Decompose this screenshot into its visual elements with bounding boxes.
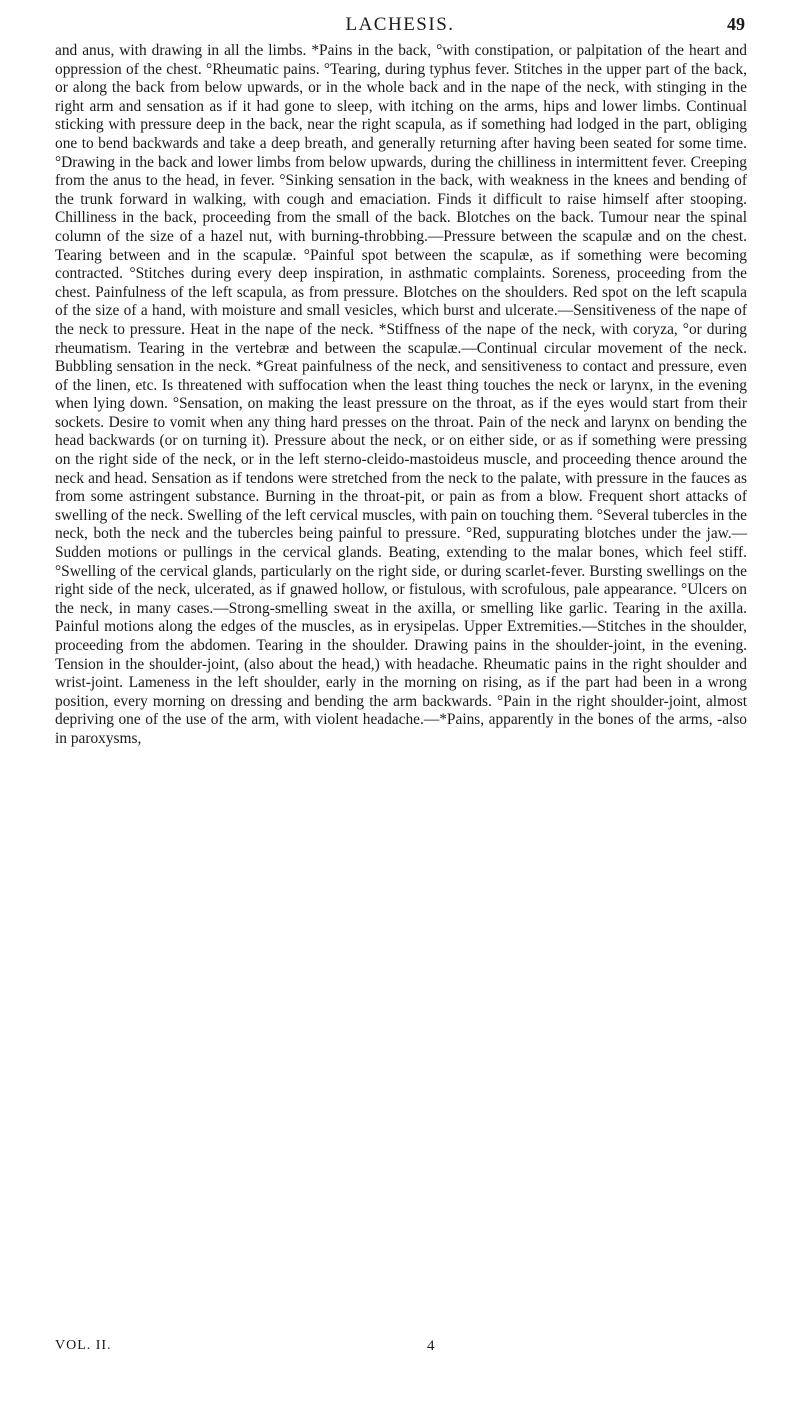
running-title: LACHESIS. [345,14,455,35]
volume-mark: VOL. II. [55,1338,112,1353]
body-text [55,42,747,749]
page-number: 49 [727,14,745,34]
running-head [55,10,745,38]
page-footer [55,1338,745,1360]
paragraph: and anus, with drawing in all the limbs. *Pains in the back, °with constipation, or palpitation of the heart and oppression of the chest. °Rheumatic pains. °Tearing, during typhus fever. Stitches in the upper part of the back, or along the back from below upwards, or in the whole back and in the nape of the neck, with stinging in the right arm and sensation as if it had gone to sleep, with itching on the arms, hips and lower limbs. Continual sticking with pressure deep in the back, near the right scapula, as if something had lodged in the part, obliging one to bend backwards and take a deep breath, and generally returning after having been seated for some time. °Drawing in the back and lower limbs from below upwards, during the chilliness in intermittent fever. Creeping from the anus to the head, in fever. °Sinking sensation in the back, with weakness in the knees and bending of the trunk forward in walking, with cough and emaciation. Finds it difficult to raise himself after stooping. Chilliness in the back, proceeding from the small of the back. Blotches on the back. Tumour near the spinal column of the size of a hazel nut, with burning-throbbing.—Pressure between the scapulæ and on the chest. Tearing between and in the scapulæ. °Painful spot between the scapulæ, as if something were becoming contracted. °Stitches during every deep inspiration, in asthmatic complaints. Soreness, proceeding from the chest. Painfulness of the left scapula, as from pressure. Blotches on the shoulders. Red spot on the left scapula of the size of a hand, with moisture and small vesicles, which burst and ulcerate.—Sensitiveness of the nape of the neck to pressure. Heat in the nape of the neck. *Stiffness of the nape of the neck, with coryza, °or during rheumatism. Tearing in the vertebræ and between the scapulæ.—Continual circular movement of the neck. Bubbling sensation in the neck. *Great painfulness of the neck, and sensitiveness to contact and pressure, even of the linen, etc. Is threatened with suffocation when the least thing touches the neck or larynx, in the evening when lying down. °Sensation, on making the least pressure on the throat, as if the eyes would start from their sockets. Desire to vomit when any thing hard presses on the throat. Pain of the neck and larynx on bending the head backwards (or on turning it). Pressure about the neck, or on either side, or as if something were pressing on the right side of the neck, or in the left sterno-cleido-mastoideus muscle, and proceeding thence around the neck and head. Sensation as if tendons were stretched from the neck to the palate, with pressure in the fauces as from some astringent substance. Burning in the throat-pit, or pain as from a blow. Frequent short attacks of swelling of the neck. Swelling of the left cervical muscles, with pain on touching them. °Several tubercles in the neck, both the neck and the tubercles being painful to pressure. °Red, suppurating blotches under the jaw.—Sudden motions or pullings in the cervical glands. Beating, extending to the malar bones, which feel stiff. °Swelling of the cervical glands, particularly on the right side, or during scarlet-fever. Bursting swellings on the right side of the neck, ulcerated, as if gnawed hollow, or fistulous, with scrofulous, pale appearance. °Ulcers on the neck, in many cases.—Strong-smelling sweat in the axilla, or smelling like garlic. Tearing in the axilla. Painful motions along the edges of the muscles, as in erysipelas. Upper Extremities.—Stitches in the shoulder, proceeding from the abdomen. Tearing in the shoulder. Drawing pains in the shoulder-joint, in the evening. Tension in the shoulder-joint, (also about the head,) with headache. Rheumatic pains in the right shoulder and wrist-joint. Lameness in the left shoulder, early in the morning on rising, as if the part had been in a wrong position, every morning on dressing and bending the arm backwards. °Pain in the right shoulder-joint, almost depriving one of the use of the arm, with violent headache.—*Pains, apparently in the bones of the arms, -also in paroxysms, [55,42,747,747]
signature-mark: 4 [427,1338,435,1354]
